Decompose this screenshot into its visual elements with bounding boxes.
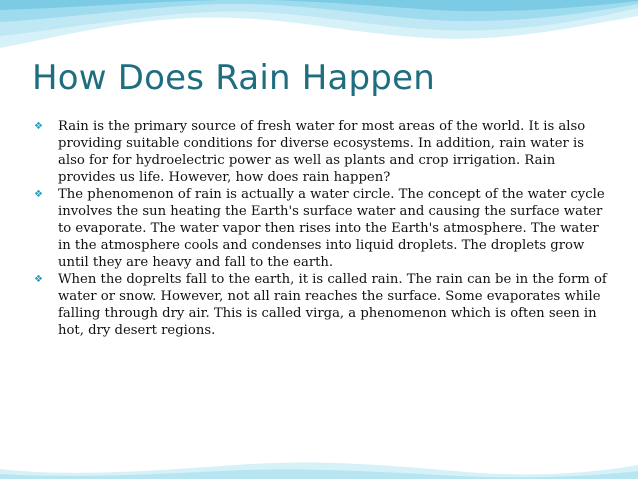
bullet-icon: ❖	[34, 274, 43, 285]
bullet-item	[32, 186, 612, 271]
bullet-text: Rain is the primary source of fresh water for most areas of the world. It is also providing suitable conditions for diverse ecosystems. In addition, rain water is also for for hydroelectric power as well as plants and crop irrigation. Rain provides us life. However, how does rain happen?	[58, 119, 586, 185]
bullet-item	[32, 118, 612, 186]
top-wave-decoration	[0, 0, 638, 60]
bullet-list	[32, 118, 612, 339]
bullet-icon: ❖	[34, 121, 43, 132]
bottom-wave-decoration	[0, 457, 638, 479]
bullet-text: When the doprelts fall to the earth, it is called rain. The rain can be in the form of water or snow. However, not all rain reaches the surface. Some evaporates while falling through dry air. This is called virga, a phenomenon which is often seen in hot, dry desert regions.	[58, 272, 607, 338]
bullet-text: The phenomenon of rain is actually a water circle. The concept of the water cycle involves the sun heating the Earth's surface water and causing the surface water to evaporate. The water vapor then rises into the Earth's atmosphere. The water in the atmosphere cools and condenses into liquid droplets. The droplets grow until they are heavy and fall to the earth.	[58, 187, 605, 270]
bullet-item	[32, 271, 612, 339]
bullet-icon: ❖	[34, 189, 43, 200]
slide-title: How Does Rain Happen	[32, 58, 435, 98]
